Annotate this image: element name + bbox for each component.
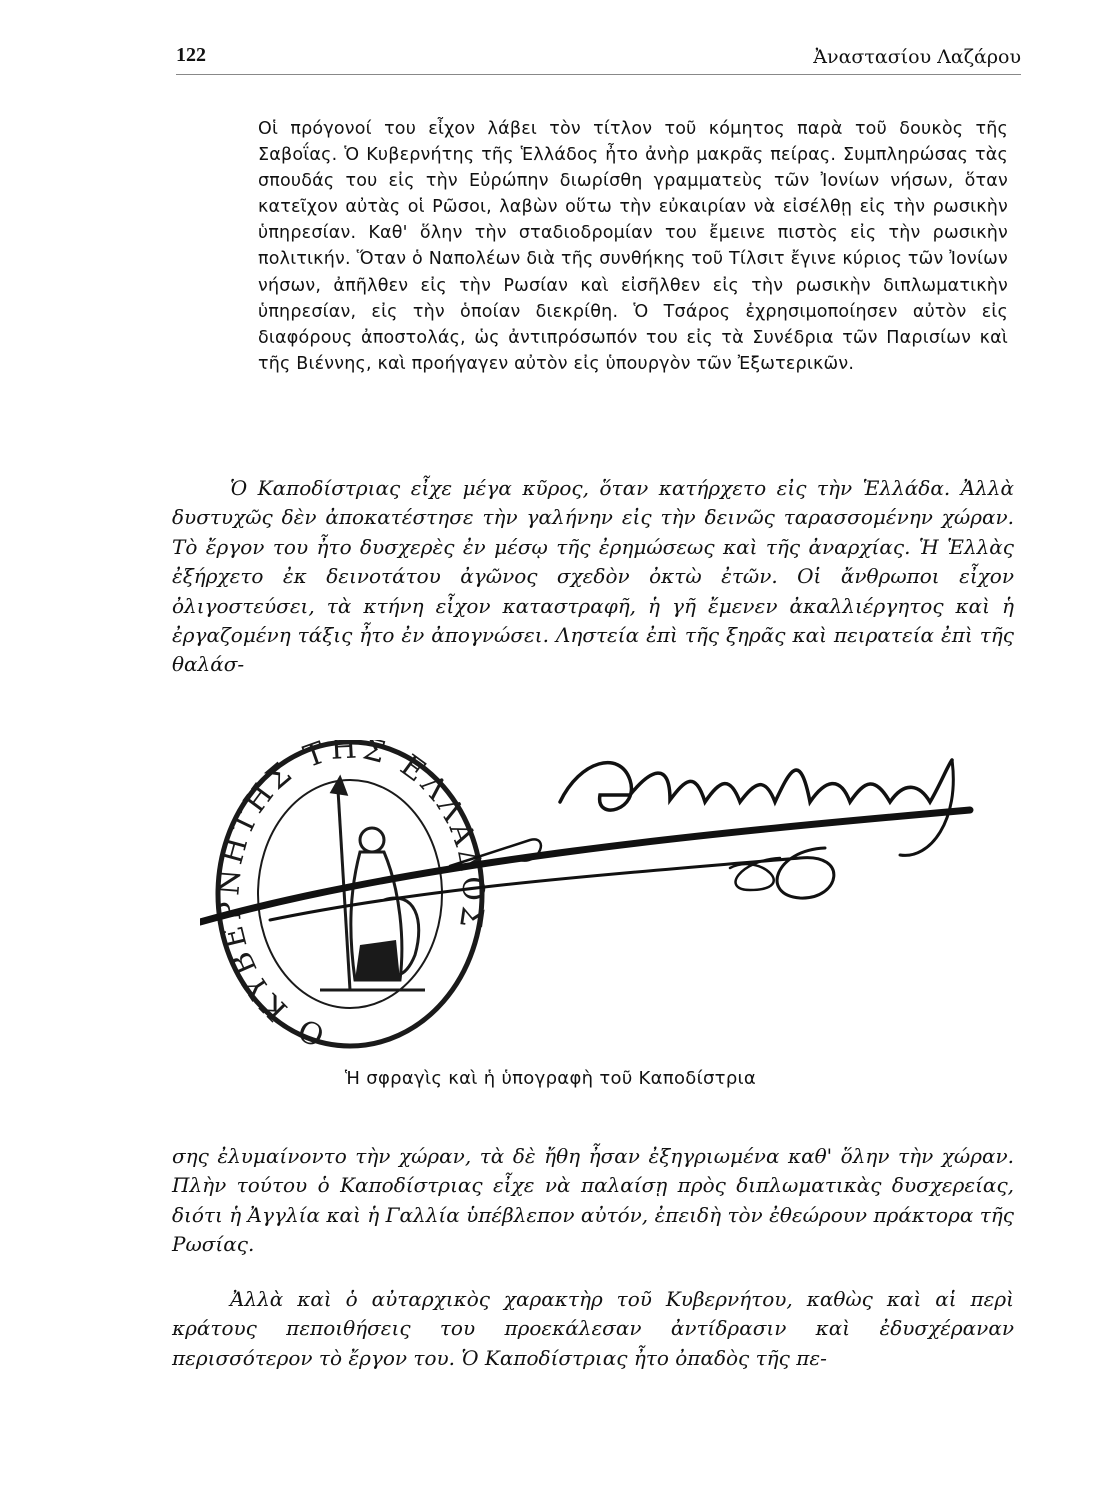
- figure-caption: Ἡ σφραγὶς καὶ ἡ ὑπογραφὴ τοῦ Καποδίστρια: [344, 1068, 757, 1089]
- page-header: [176, 44, 1021, 75]
- running-head: Ἀναστασίου Λαζάρου: [813, 46, 1021, 68]
- intro-paragraph: Οἱ πρόγονοί του εἶχον λάβει τὸν τίτλον τοῦ κόμητος παρὰ τοῦ δουκὸς τῆς Σαβοΐας. Ὁ Κυβερνήτης τῆς Ἑλλάδος ἦτο ἀνὴρ μακρᾶς πείρας. Συμπληρώσας τὰς σπουδάς του εἰς τὴν Εὐρώπην διωρίσθη γραμματεὺς τῶν Ἰονίων νήσων, ὅταν κατεῖχον αὐτὰς οἱ Ρῶσοι, λαβὼν οὕτω τὴν εὐκαιρίαν νὰ εἰσέλθῃ εἰς τὴν ρωσικὴν ὑπηρεσίαν. Καθ' ὅλην τὴν σταδιοδρομίαν του ἔμεινε πιστὸς εἰς τὴν ρωσικὴν πολιτικήν. Ὅταν ὁ Ναπολέων διὰ τῆς συνθήκης τοῦ Τίλσιτ ἔγινε κύριος τῶν Ἰονίων νήσων, ἀπῆλθεν εἰς τὴν Ρωσίαν καὶ εἰσῆλθεν εἰς τὴν ρωσικὴν διπλωματικὴν ὑπηρεσίαν, εἰς τὴν ὁποίαν διεκρίθη. Ὁ Τσάρος ἐχρησιμοποίησεν αὐτὸν εἰς διαφόρους ἀποστολάς, ὡς ἀντιπρόσωπόν του εἰς τὰ Συνέδρια τῶν Παρισίων καὶ τῆς Βιέννης, καὶ προήγαγεν αὐτὸν εἰς ὑπουργὸν τῶν Ἐξωτερικῶν.: [258, 119, 1008, 374]
- body-paragraph-3: Ἀλλὰ καὶ ὁ αὐταρχικὸς χαρακτὴρ τοῦ Κυβερνήτου, καθὼς καὶ αἱ περὶ κράτους πεποιθήσεις του προεκάλεσαν ἀντίδρασιν καὶ ἐδυσχέραναν περισσότερον τὸ ἔργον του. Ὁ Καποδίστριας ἦτο ὀπαδὸς τῆς πε-: [172, 1287, 1014, 1370]
- page-number: 122: [176, 44, 206, 66]
- seal-and-signature-figure: [200, 740, 980, 1050]
- signature: [200, 760, 970, 922]
- seal-signature-image: [200, 740, 980, 1050]
- body-paragraph-2: σης ἐλυμαίνοντο τὴν χώραν, τὰ δὲ ἤθη ἦσαν ἐξηγριωμένα καθ' ὅλην τὴν χώραν. Πλὴν τούτου ὁ Καποδίστριας εἶχε νὰ παλαίσῃ πρὸς διπλωματικὰς δυσχερείας, διότι ἡ Ἀγγλία καὶ ἡ Γαλλία ὑπέβλεπον αὐτόν, ἐπειδὴ τὸν ἐθεώρουν πράκτορα τῆς Ρωσίας.: [172, 1144, 1014, 1257]
- svg-text:Ο ΚΥΒΕΡΝΗΤΗΣ ΤΗΣ ΕΛΛΑΔΟΣ: Ο ΚΥΒΕΡΝΗΤΗΣ ΤΗΣ ΕΛΛΑΔΟΣ: [211, 740, 491, 1050]
- body-paragraph-1: Ὁ Καποδίστριας εἶχε μέγα κῦρος, ὅταν κατήρχετο εἰς τὴν Ἑλλάδα. Ἀλλὰ δυστυχῶς δὲν ἀποκατέστησε τὴν γαλήνην εἰς τὴν δεινῶς ταρασσομένην χώραν. Τὸ ἔργον του ἦτο δυσχερὲς ἐν μέσῳ τῆς ἐρημώσεως καὶ τῆς ἀναρχίας. Ἡ Ἑλλὰς ἐξήρχετο ἐκ δεινοτάτου ἀγῶνος σχεδὸν ὀκτὼ ἐτῶν. Οἱ ἄνθρωποι εἶχον ὀλιγοστεύσει, τὰ κτήνη εἶχον καταστραφῆ, ἡ γῆ ἔμενεν ἀκαλλιέργητος καὶ ἡ ἐργαζομένη τάξις ἦτο ἐν ἀπογνώσει. Ληστεία ἐπὶ τῆς ξηρᾶς καὶ πειρατεία ἐπὶ τῆς θαλάσ-: [172, 476, 1014, 677]
- seal: [211, 740, 490, 1050]
